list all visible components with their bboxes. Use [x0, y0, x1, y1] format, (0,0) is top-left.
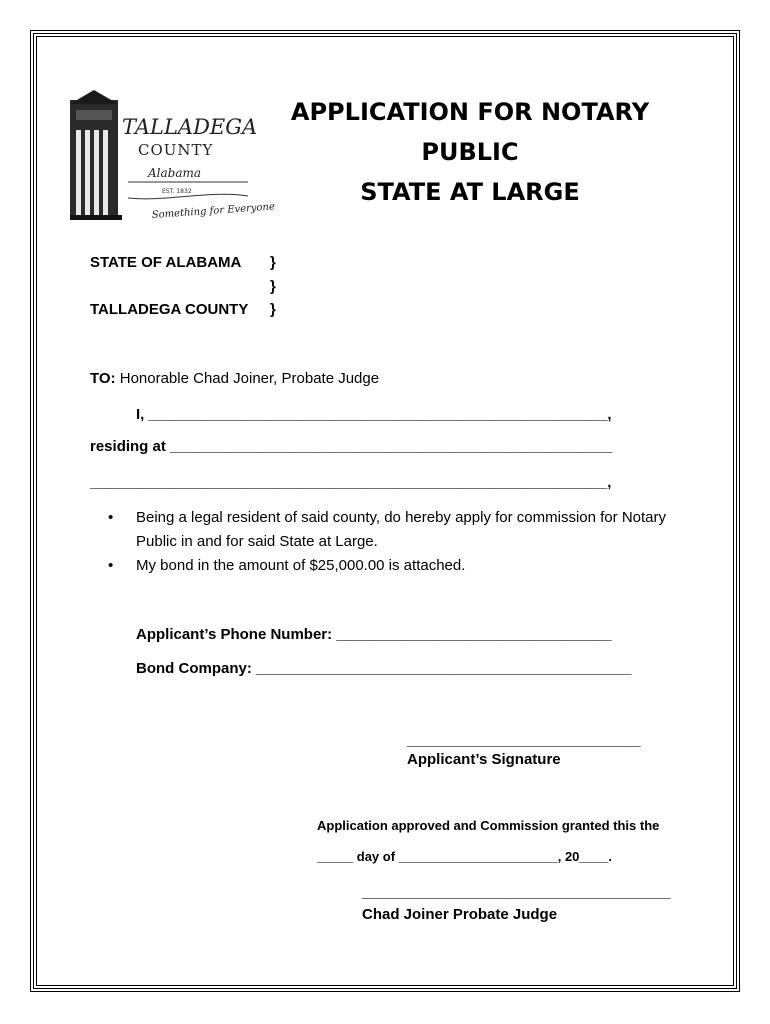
svg-text:Alabama: Alabama — [148, 166, 202, 180]
addressee-label: TO: — [90, 370, 116, 387]
title-line-3: STATE AT LARGE — [360, 178, 580, 206]
name-input-line[interactable]: _______________________________________________________, — [148, 406, 612, 423]
county-label: TALLADEGA COUNTY — [90, 301, 249, 318]
title-line-2: PUBLIC — [421, 138, 519, 166]
bullet-text-2: My bond in the amount of $25,000.00 is attached. — [136, 557, 466, 574]
approval-text: Application approved and Commission granted this the — [317, 818, 660, 833]
svg-text:EST. 1832: EST. 1832 — [162, 188, 192, 195]
residing-input-line[interactable]: _____________________________________________________ — [170, 438, 613, 455]
phone-input-line[interactable]: _________________________________ — [336, 626, 612, 643]
courthouse-icon — [70, 90, 122, 220]
approval-date-line[interactable]: _____ day of ______________________, 20____. — [317, 849, 612, 864]
bond-label: Bond Company: — [136, 660, 252, 677]
brace-1: } — [270, 254, 276, 271]
bullet-list — [108, 506, 688, 578]
brace-3: } — [270, 301, 276, 318]
svg-text:TALLADEGA: TALLADEGA — [122, 115, 258, 139]
residing-label: residing at — [90, 438, 166, 455]
judge-signature-label: Chad Joiner Probate Judge — [362, 906, 558, 923]
svg-text:Something for Everyone: Something for Everyone — [151, 201, 276, 221]
phone-field-row — [136, 626, 612, 643]
judge-signature-line[interactable]: _____________________________________ — [362, 884, 671, 901]
addressee-text: Honorable Chad Joiner, Probate Judge — [119, 370, 380, 387]
talladega-county-logo — [68, 90, 276, 225]
svg-text:COUNTY: COUNTY — [138, 141, 214, 159]
residing-field-row — [90, 438, 612, 455]
name-label: I, — [136, 406, 145, 423]
state-label: STATE OF ALABAMA — [90, 254, 242, 271]
name-field-row — [136, 406, 612, 423]
phone-label: Applicant’s Phone Number: — [136, 626, 333, 643]
bullet-text-1: Being a legal resident of said county, do hereby apply for commission for Notary Public in and for said State at Large. — [136, 509, 666, 550]
list-item — [108, 506, 688, 554]
list-item — [108, 554, 688, 578]
addressee-line — [90, 370, 379, 387]
applicant-signature-label: Applicant’s Signature — [407, 751, 561, 768]
brace-2: } — [270, 278, 276, 295]
title-line-1: APPLICATION FOR NOTARY — [290, 98, 650, 126]
address-input-line[interactable]: ______________________________________________________________, — [90, 474, 612, 491]
bond-input-line[interactable]: _____________________________________________ — [256, 660, 632, 677]
document-title — [270, 92, 670, 212]
bond-field-row — [136, 660, 631, 677]
bullet-icon: • — [108, 557, 114, 574]
applicant-signature-line[interactable]: ____________________________ — [407, 732, 641, 749]
bullet-icon: • — [108, 509, 114, 526]
